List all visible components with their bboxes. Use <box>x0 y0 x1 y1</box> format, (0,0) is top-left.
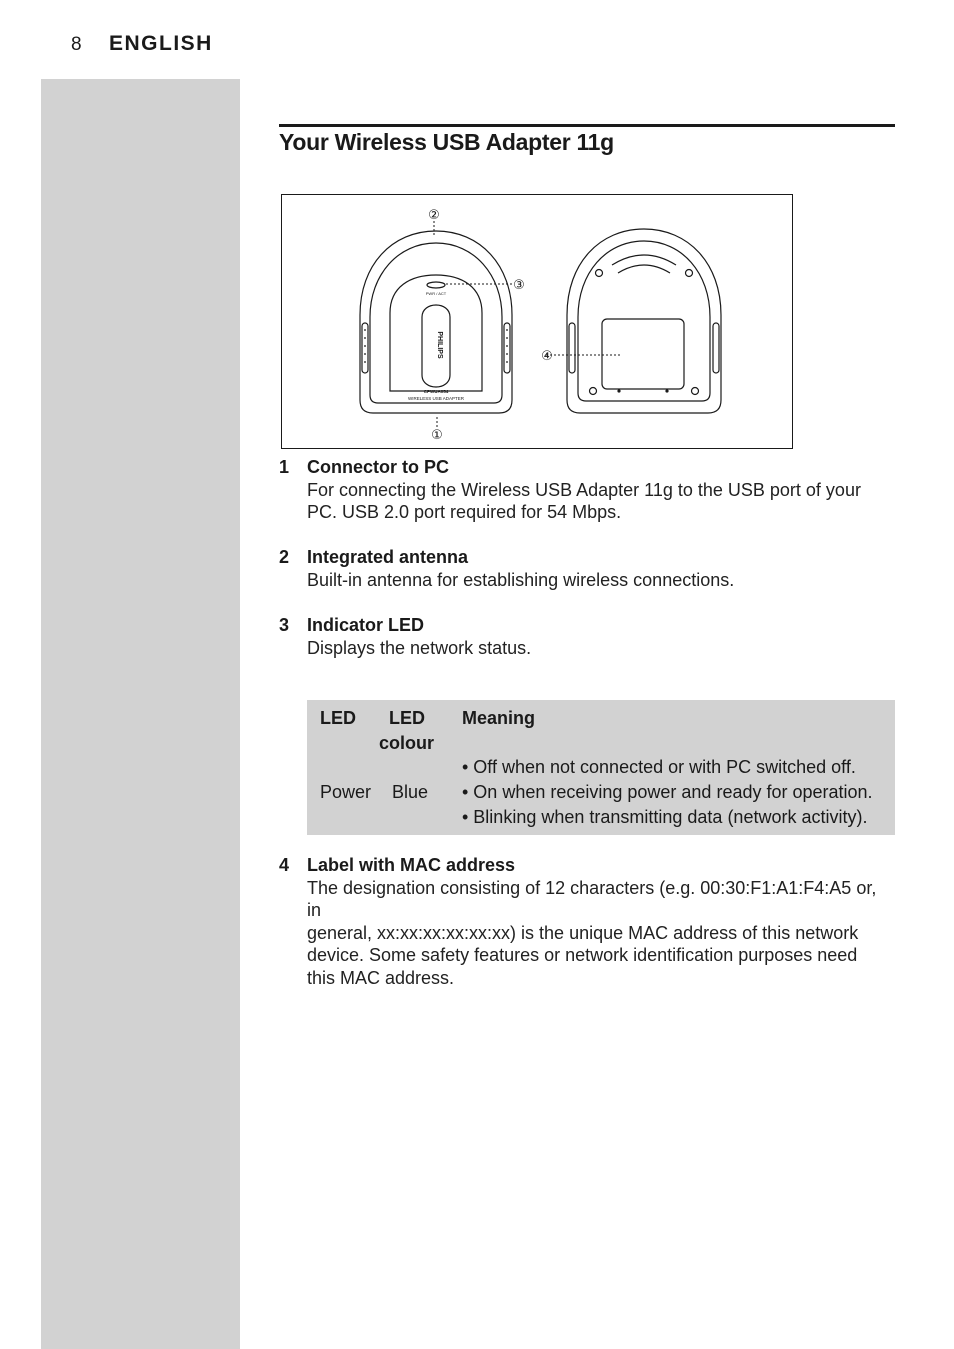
header-meaning: Meaning <box>462 708 536 728</box>
section-title: Your Wireless USB Adapter 11g <box>279 129 614 155</box>
item-desc-line: this MAC address. <box>307 967 455 988</box>
callout-4: ④ <box>541 349 553 364</box>
item-desc-line: For connecting the Wireless USB Adapter 11g to the USB port of your <box>307 479 861 500</box>
item-desc-line: device. Some safety features or network identification purposes need <box>307 945 858 965</box>
item-heading: Integrated antenna <box>307 547 469 567</box>
cell-meaning-blinking: • Blinking when transmitting data (network activity). <box>462 807 868 827</box>
item-integrated-antenna <box>279 546 895 591</box>
item-desc-line: Displays the network status. <box>307 637 532 658</box>
item-indicator-led <box>279 614 895 659</box>
led-label: PWR / ACT <box>425 291 447 296</box>
title-rule <box>279 124 895 127</box>
language-heading: ENGLISH <box>109 32 213 55</box>
item-connector-to-pc <box>279 456 895 524</box>
cell-meaning-on: • On when receiving power and ready for operation. <box>462 782 873 802</box>
item-desc-line: Built-in antenna for establishing wireless connections. <box>307 569 735 590</box>
item-heading: Label with MAC address <box>307 855 516 875</box>
adapter-figure <box>281 194 793 449</box>
item-desc-line: The designation consisting of 12 characters (e.g. 00:30:F1:A1:F4:A5 or, in <box>307 877 877 920</box>
callout-1: ① <box>431 428 443 443</box>
callout-2: ② <box>428 208 440 223</box>
item-number: 3 <box>279 615 290 635</box>
item-mac-label <box>279 854 895 989</box>
adapter-front-view <box>360 231 512 413</box>
header-led-colour-1: LED <box>389 708 425 728</box>
item-desc-line: PC. USB 2.0 port required for 54 Mbps. <box>307 502 622 522</box>
cell-meaning-off: • Off when not connected or with PC switched off. <box>462 757 856 777</box>
item-number: 2 <box>279 547 290 567</box>
page-number: 8 <box>71 34 82 55</box>
model-label: CPWUA054 <box>423 389 449 394</box>
header-led: LED <box>320 708 356 728</box>
header-led-colour-2: colour <box>379 733 435 753</box>
brand-logo: PHILIPS <box>436 331 443 359</box>
item-desc-line: general, xx:xx:xx:xx:xx:xx) is the unique MAC address of this network <box>307 922 859 943</box>
item-heading: Indicator LED <box>307 615 425 635</box>
cell-colour: Blue <box>392 782 429 802</box>
product-label: WIRELESS USB ADAPTER <box>407 396 465 401</box>
item-number: 1 <box>279 457 290 477</box>
margin-sidebar <box>41 79 240 1349</box>
adapter-back-view <box>567 229 721 413</box>
item-number: 4 <box>279 855 290 875</box>
cell-led: Power <box>320 782 372 802</box>
callout-3: ③ <box>513 278 525 293</box>
item-heading: Connector to PC <box>307 457 449 477</box>
led-status-table <box>307 700 895 835</box>
adapter-illustration <box>282 195 794 450</box>
